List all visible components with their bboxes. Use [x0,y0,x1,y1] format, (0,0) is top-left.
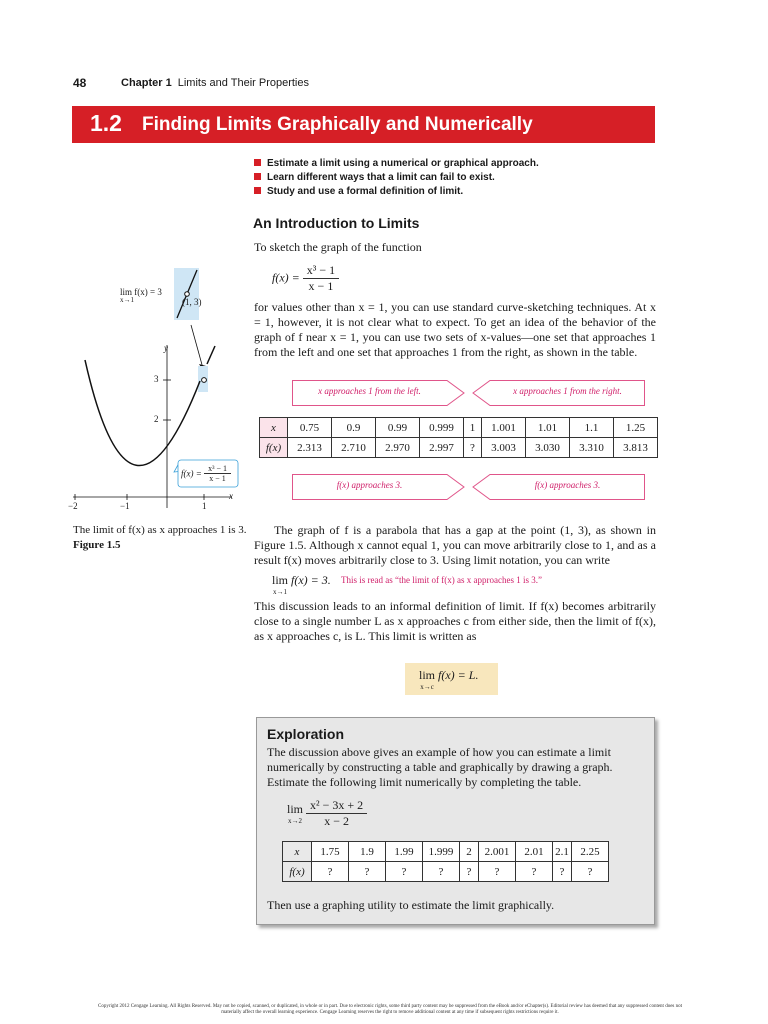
table-cell: 1.99 [386,842,423,862]
table-row [283,842,609,862]
limit-example: lim x→1 f(x) = 3. [272,573,331,596]
chapter-title: Limits and Their Properties [177,77,309,89]
paragraph-3: The graph of f is a parabola that has a gap at the point (1, 3), as shown in Figure 1.5. Although x cannot equal 1, you can move arbitrarily close to 1, and as a result f(x) moves arbitrarily close to 3. Using limit notation, you can write [254,523,656,567]
table-header-cell: x [283,842,312,862]
table-cell: 2.997 [420,438,464,458]
x-tick-label: −2 [68,501,78,511]
bullet-square-icon [254,173,261,180]
table-cell: 0.99 [376,418,420,438]
table-cell: 3.003 [482,438,526,458]
zoom-gap-point [185,292,190,297]
table-cell: 3.030 [526,438,570,458]
figure-caption: The limit of f(x) as x approaches 1 is 3. Figure 1.5 [73,524,247,551]
figure-point-label: (1, 3) [182,297,202,307]
bullet-square-icon [254,159,261,166]
arrow-right-box [292,378,465,408]
table-cell: 1.9 [349,842,386,862]
subsection-heading: An Introduction to Limits [253,215,420,231]
table-cell: ? [349,862,386,882]
table-header-cell: f(x) [260,438,288,458]
exploration-limit: lim x→2 $\frac{\text{x² − 3x + 2}}{x - 2}$ [287,798,367,829]
table-cell: 2.970 [376,438,420,458]
section-banner [72,106,655,143]
table-header-cell: f(x) [283,862,312,882]
exploration-box [256,717,655,925]
exploration-table [282,841,609,882]
arrow-left-box [472,472,645,502]
table-cell: 2.25 [572,842,609,862]
table-cell: 2.1 [553,842,572,862]
function-definition: f(x) = $\frac{\text{x³ − 1}}{x - 1}$ [272,263,339,294]
paragraph-4: This discussion leads to an informal definition of limit. If f(x) becomes arbitrarily close to a single number L as x approaches c from either side, then the limit of f(x), as x approaches c, is L. This limit is written as [254,599,656,643]
table-cell: 1.001 [482,418,526,438]
table-cell: ? [423,862,460,882]
chapter-header [121,77,309,89]
table-cell: 1.75 [312,842,349,862]
exploration-footer: Then use a graphing utility to estimate the limit graphically. [267,898,555,912]
page-number: 48 [73,76,87,90]
section-number: 1.2 [90,110,122,136]
table-cell: ? [479,862,516,882]
table-cell: 1 [464,418,482,438]
figure-y-label: y [164,343,168,353]
table-cell: 1.01 [526,418,570,438]
table-row [260,438,658,458]
hole-point [202,378,207,383]
y-tick-label: 3 [154,374,159,384]
figure-function-label: f(x) = $\frac{\text{x³ − 1}}{x - 1}$ [181,464,231,483]
table-cell: ? [312,862,349,882]
table-cell: 1.1 [570,418,614,438]
exploration-text: The discussion above gives an example of how you can estimate a limit numerically by constructing a table and graphically by drawing a graph. Estimate the following limit numerically by completing the table. [267,745,613,789]
objective-item: Learn different ways that a limit can fail to exist. [254,171,539,185]
objectives-list [254,157,539,199]
figure-number: Figure 1.5 [73,539,121,551]
arrow-left-box [472,378,645,408]
objective-item: Estimate a limit using a numerical or graphical approach. [254,157,539,171]
chapter-label: Chapter 1 [121,77,172,89]
table-cell: 1.25 [614,418,658,438]
arrow-label: f(x) approaches 3. [336,480,403,490]
section-title: Finding Limits Graphically and Numerically [142,114,533,135]
arrow-label: f(x) approaches 3. [534,480,601,490]
table-cell: ? [460,862,479,882]
arrow-right-box [292,472,465,502]
x-tick-label: −1 [120,501,130,511]
limit-note: This is read as “the limit of f(x) as x approaches 1 is 3.” [341,575,542,585]
table-row [260,418,658,438]
table-cell: 2.001 [479,842,516,862]
copyright-footer: Copyright 2012 Cengage Learning. All Rights Reserved. May not be copied, scanned, or duplicated, in whole or in part. Due to electronic rights, some third party content may be suppressed from the eBook and/or eChapter(s). Editorial review has deemed that any suppressed content does not materially affect the overall learning experience. Cengage Learning reserves the right to remove additional content at any time if subsequent rights restrictions require it. [97,1004,683,1015]
table-cell: 2.313 [288,438,332,458]
table-cell: ? [464,438,482,458]
table-cell: ? [386,862,423,882]
values-table [259,417,658,458]
table-cell: 3.813 [614,438,658,458]
table-cell: 0.75 [288,418,332,438]
arrow-label: x approaches 1 from the right. [513,386,622,396]
table-header-cell: x [260,418,288,438]
figure-limit-label: lim f(x) = 3 x→1 [120,287,162,304]
intro-paragraph-2: for values other than x = 1, you can use standard curve-sketching techniques. At x = 1, however, it is not clear what to expect. To get an idea of the behavior of the graph of f near x = 1, you can use two sets of x-values—one set that approaches 1 from the left and one set that approaches 1 from the right, as shown in the table. [254,300,656,359]
limit-definition-box: lim x→c f(x) = L. [405,663,498,695]
y-tick-label: 2 [154,414,159,424]
table-cell: 1.999 [423,842,460,862]
table-row [283,862,609,882]
x-tick-label: 1 [202,501,207,511]
table-cell: 2 [460,842,479,862]
bullet-square-icon [254,187,261,194]
table-cell: 2.710 [332,438,376,458]
table-cell: ? [553,862,572,882]
table-cell: 2.01 [516,842,553,862]
parabola-curve [85,360,200,466]
arrow-label: x approaches 1 from the left. [318,386,421,396]
table-cell: ? [572,862,609,882]
table-cell: ? [516,862,553,882]
intro-paragraph-1: To sketch the graph of the function [254,240,422,254]
exploration-heading: Exploration [267,726,345,742]
table-cell: 0.999 [420,418,464,438]
table-cell: 0.9 [332,418,376,438]
objective-item: Study and use a formal definition of limit. [254,185,539,199]
table-cell: 3.310 [570,438,614,458]
figure-x-label: x [229,491,233,501]
